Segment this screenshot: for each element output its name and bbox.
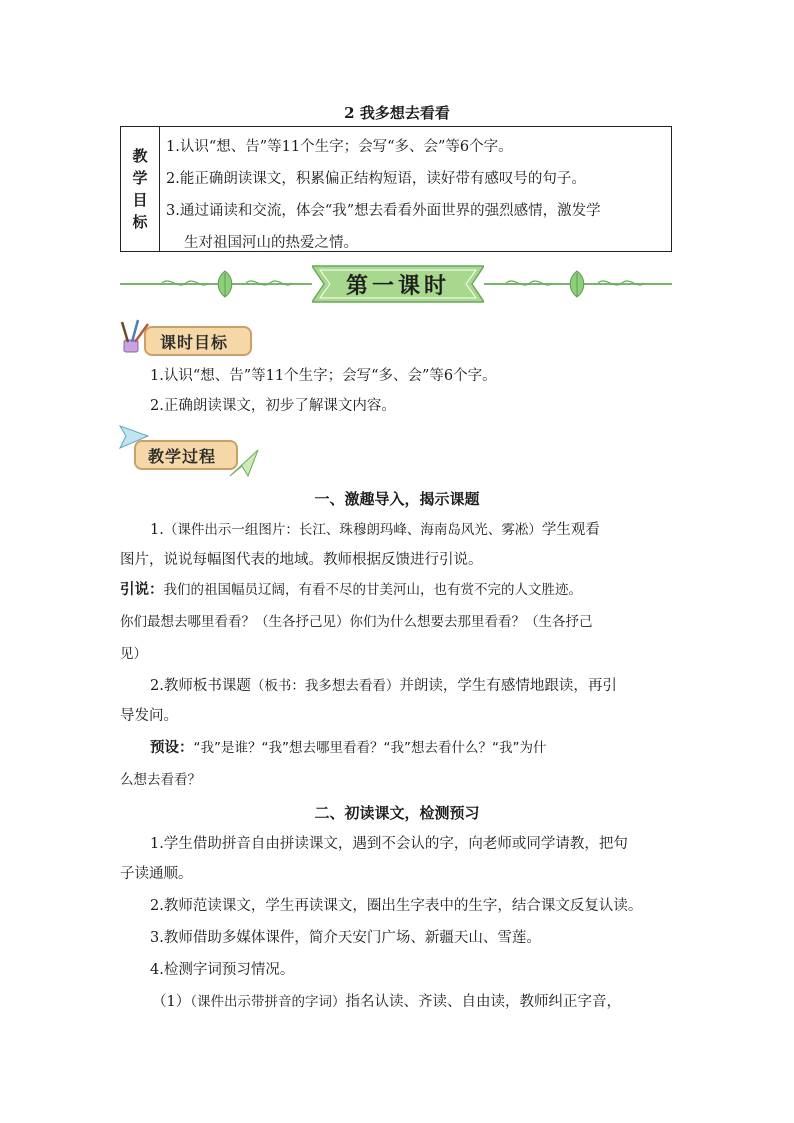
paper-plane-icon [118, 424, 150, 450]
goal-item: 2.能正确朗读课文，积累偏正结构短语，读好带有感叹号的句子。 [166, 171, 586, 187]
goal-item: 1.认识“想、告”等11个生字；会写“多、会”等6个字。 [166, 139, 513, 155]
paragraph-line: 见） [120, 646, 147, 662]
lesson-goal-item: 2.正确朗读课文，初步了解课文内容。 [150, 398, 396, 414]
yushe-lead: 预设： [150, 739, 194, 756]
teaching-goals-table [120, 126, 672, 252]
yushe-text: “我”是谁？“我”想去哪里看看？“我”想去看什么？“我”为什 [193, 740, 547, 756]
paragraph-line: 3.教师借助多媒体课件，简介天安门广场、新疆天山、雪莲。 [150, 930, 541, 946]
swirl-ornament-icon [596, 276, 646, 290]
yinshuo-text: 我们的祖国幅员辽阔，有看不尽的甘美河山，也有赏不完的人文胜迹。 [163, 582, 582, 598]
goals-header-char: 学 [132, 169, 148, 187]
paragraph-text: 并朗读，学生有感情地跟读，再引 [399, 678, 617, 694]
paragraph-line [150, 676, 617, 696]
swirl-ornament-icon [244, 276, 294, 290]
leaf-icon [214, 270, 236, 298]
goals-header-char: 教 [132, 147, 148, 165]
section-heading: 一、激趣导入，揭示课题 [314, 490, 480, 508]
paragraph-text: 1. [150, 522, 164, 538]
paragraph-line: 导发问。 [120, 708, 178, 724]
yinshuo-lead: 引说： [120, 581, 164, 598]
process-badge-label: 教学过程 [148, 447, 217, 466]
paragraph-line: 么想去看看？ [120, 772, 201, 788]
swirl-ornament-icon [504, 276, 554, 290]
swirl-ornament-icon [160, 276, 210, 290]
paragraph-text: 2.教师板书课题 [150, 678, 251, 694]
lesson-banner-label: 第一课时 [345, 274, 450, 299]
leaf-icon [566, 270, 588, 298]
paragraph-line: 图片，说说每幅图代表的地域。教师根据反馈进行引说。 [120, 552, 483, 568]
paragraph-line [150, 520, 600, 540]
courseware-note: （课件出示带拼音的字词） [190, 994, 346, 1010]
paragraph-line [120, 580, 582, 600]
goal-item-continuation: 生对祖国河山的热爱之情。 [184, 235, 358, 251]
paragraph-text: （1） [152, 994, 191, 1010]
paragraph-line [152, 992, 621, 1012]
paragraph-line: 2.教师范读课文，学生再读课文，圈出生字表中的生字，结合课文反复认读。 [150, 898, 643, 914]
paragraph-line: 4.检测字词预习情况。 [150, 962, 295, 978]
paper-plane-icon [228, 448, 260, 478]
goal-item: 3.通过诵读和交流，体会“我”想去看看外面世界的强烈感情，激发学 [166, 203, 601, 219]
lesson-goals-badge-label: 课时目标 [160, 333, 229, 352]
section-heading: 二、初读课文，检测预习 [314, 804, 480, 822]
goals-body [160, 127, 671, 251]
courseware-note: （课件出示一组图片：长江、珠穆朗玛峰、海南岛风光、雾凇） [163, 522, 542, 538]
paragraph-line: 子读通顺。 [120, 866, 193, 882]
goals-header-char: 目 [132, 191, 148, 209]
paragraph-text: 学生观看 [541, 522, 600, 538]
lesson-goal-item: 1.认识“想、告”等11个生字；会写“多、会”等6个字。 [150, 368, 497, 384]
paragraph-line: 你们最想去哪里看看？（生各抒己见）你们为什么想要去那里看看？（生各抒己 [120, 614, 593, 630]
paragraph-line: 1.学生借助拼音自由拼读课文，遇到不会认的字，向老师或同学请教，把句 [150, 836, 628, 852]
board-note: （板书：我多想去看看） [250, 678, 400, 694]
paragraph-line [150, 738, 546, 758]
goals-header [121, 127, 160, 251]
page-title: 2 我多想去看看 [344, 104, 450, 122]
paragraph-text: 指名认读、齐读、自由读，教师纠正字音， [345, 994, 621, 1010]
goals-header-char: 标 [132, 213, 148, 231]
